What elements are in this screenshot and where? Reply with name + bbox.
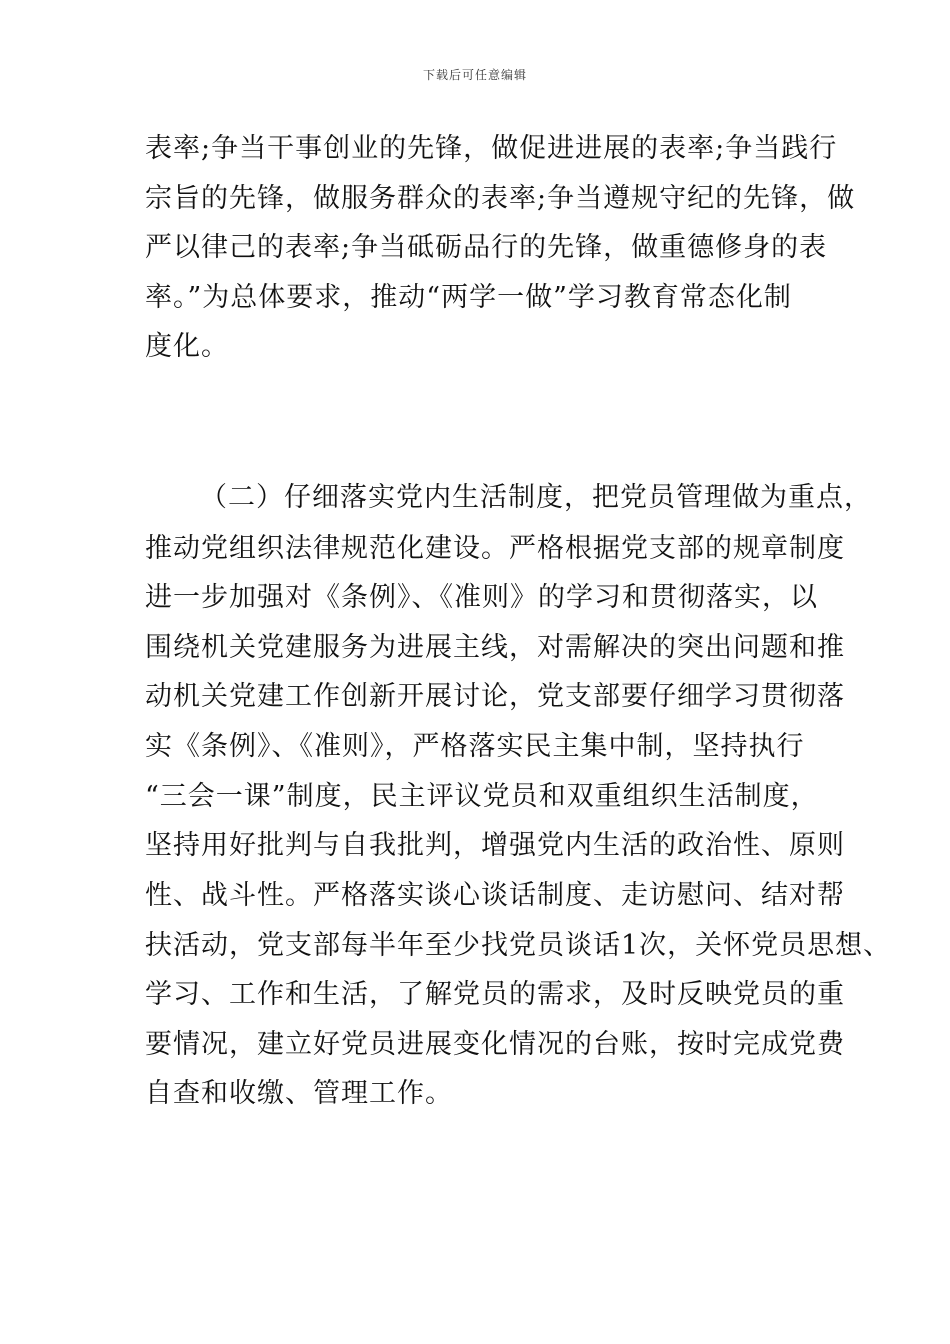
text-line: 宗旨的先锋，做服务群众的表率;争当遵规守纪的先锋，做	[145, 183, 856, 214]
text-line: （二）仔细落实党内生活制度，把党员管理做为重点，	[200, 482, 872, 513]
text-line: 坚持用好批判与自我批判，增强党内生活的政治性、原则	[145, 830, 845, 861]
text-line: 要情况，建立好党员进展变化情况的台账，按时完成党费	[145, 1029, 845, 1060]
text-line: 度化。	[145, 331, 229, 362]
text-line: 学习、工作和生活，了解党员的需求，及时反映党员的重	[145, 979, 845, 1010]
text-line: “三会一课”制度，民主评议党员和双重组织生活制度，	[145, 781, 819, 812]
text-line: 严以律己的表率;争当砥砺品行的先锋，做重德修身的表	[145, 232, 828, 263]
text-line: 率。”为总体要求，推动“两学一做”学习教育常态化制	[145, 282, 792, 313]
text-line: 推动党组织法律规范化建设。严格根据党支部的规章制度	[145, 533, 845, 564]
page-header: 下载后可任意编辑	[422, 68, 527, 82]
text-line: 进一步加强对《条例》、《准则》的学习和贯彻落实，以	[145, 582, 818, 613]
text-line: 实《条例》、《准则》，严格落实民主集中制，坚持执行	[145, 731, 805, 762]
text-line: 围绕机关党建服务为进展主线，对需解决的突出问题和推	[145, 632, 845, 663]
text-line: 扶活动，党支部每半年至少找党员谈话1次，关怀党员思想、	[145, 930, 892, 961]
text-line: 表率;争当干事创业的先锋，做促进进展的表率;争当践行	[145, 133, 838, 164]
text-line: 动机关党建工作创新开展讨论，党支部要仔细学习贯彻落	[145, 681, 845, 712]
text-line: 性、战斗性。严格落实谈心谈话制度、走访慰问、结对帮	[145, 880, 845, 911]
text-line: 自查和收缴、管理工作。	[145, 1078, 453, 1109]
